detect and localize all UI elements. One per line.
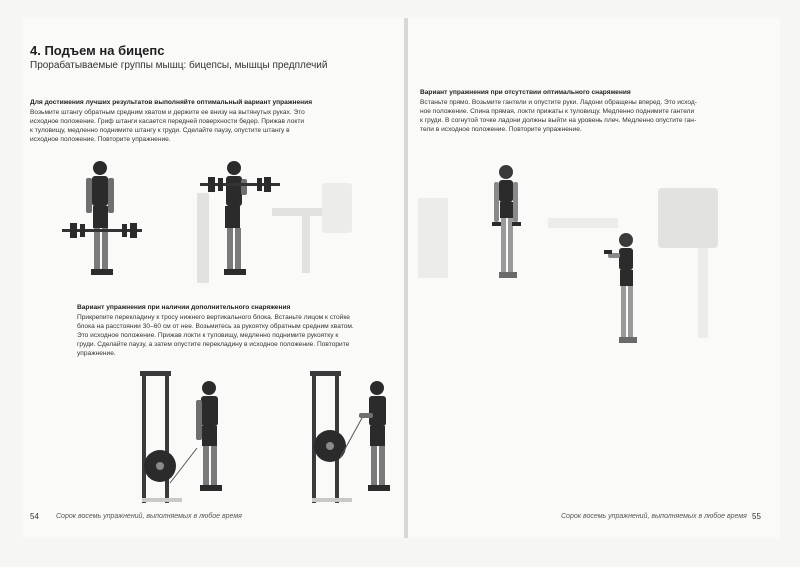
no-equipment-heading: Вариант упражнения при отсутствии оптимального снаряжения: [420, 89, 631, 96]
right-page: [408, 18, 780, 538]
exercise-title: 4. Подъем на бицепс: [30, 43, 165, 58]
text-line: исходное положение. Гриф штанги касается передней поверхности бедер. Прижав локти: [30, 118, 305, 125]
text-line: упражнение.: [77, 350, 116, 357]
muscle-groups-line: Прорабатываемые группы мышц: бицепсы, мышцы предплечий: [30, 60, 328, 71]
text-line: Это исходное положение. Прижав локти к туловищу, медленно поднимите рукоятку к: [77, 332, 339, 339]
page-number: 54: [30, 512, 39, 521]
running-title: Сорок восемь упражнений, выполняемых в любое время: [561, 513, 747, 520]
page-number: 55: [752, 512, 761, 521]
text-line: ное положение. Спина прямая, локти прижаты к туловищу. Медленно поднимите гантели: [420, 108, 695, 115]
text-line: к груди. В согнутой точке ладони должны выйти на уровень плеч. Медленно опустите ган-: [420, 117, 697, 124]
left-page: [22, 18, 405, 538]
text-line: Встаньте прямо. Возьмите гантели и опустите руки. Ладони обращены вперед. Это исход-: [420, 99, 697, 106]
text-line: Возьмите штангу обратным средним хватом и держите ее внизу на вытянутых руках. Это: [30, 109, 305, 116]
optimal-variant-heading: Для достижения лучших результатов выполняйте оптимальный вариант упражнения: [30, 99, 313, 106]
dumbbell-curl-illustration: [408, 158, 780, 358]
barbell-curl-illustration: [22, 153, 405, 293]
cable-curl-illustration: [22, 358, 405, 508]
text-line: Прикрепите перекладину к тросу нижнего вертикального блока. Встаньте лицом к стойке: [77, 314, 350, 321]
text-line: блока на расстоянии 30–60 см от нее. Возьмитесь за рукоятку обратным средним хватом.: [77, 323, 354, 330]
text-line: тели в исходное положение. Повторите упражнение.: [420, 126, 582, 133]
text-line: груди. Сделайте паузу, а затем опустите перекладину в исходное положение. Повторите: [77, 341, 350, 348]
additional-equipment-heading: Вариант упражнения при наличии дополнительного снаряжения: [77, 304, 291, 311]
text-line: исходное положение. Повторите упражнение.: [30, 136, 171, 143]
running-title: Сорок восемь упражнений, выполняемых в любое время: [56, 513, 242, 520]
text-line: к туловищу, медленно поднимите штангу к груди. Сделайте паузу, опустите штангу в: [30, 127, 290, 134]
